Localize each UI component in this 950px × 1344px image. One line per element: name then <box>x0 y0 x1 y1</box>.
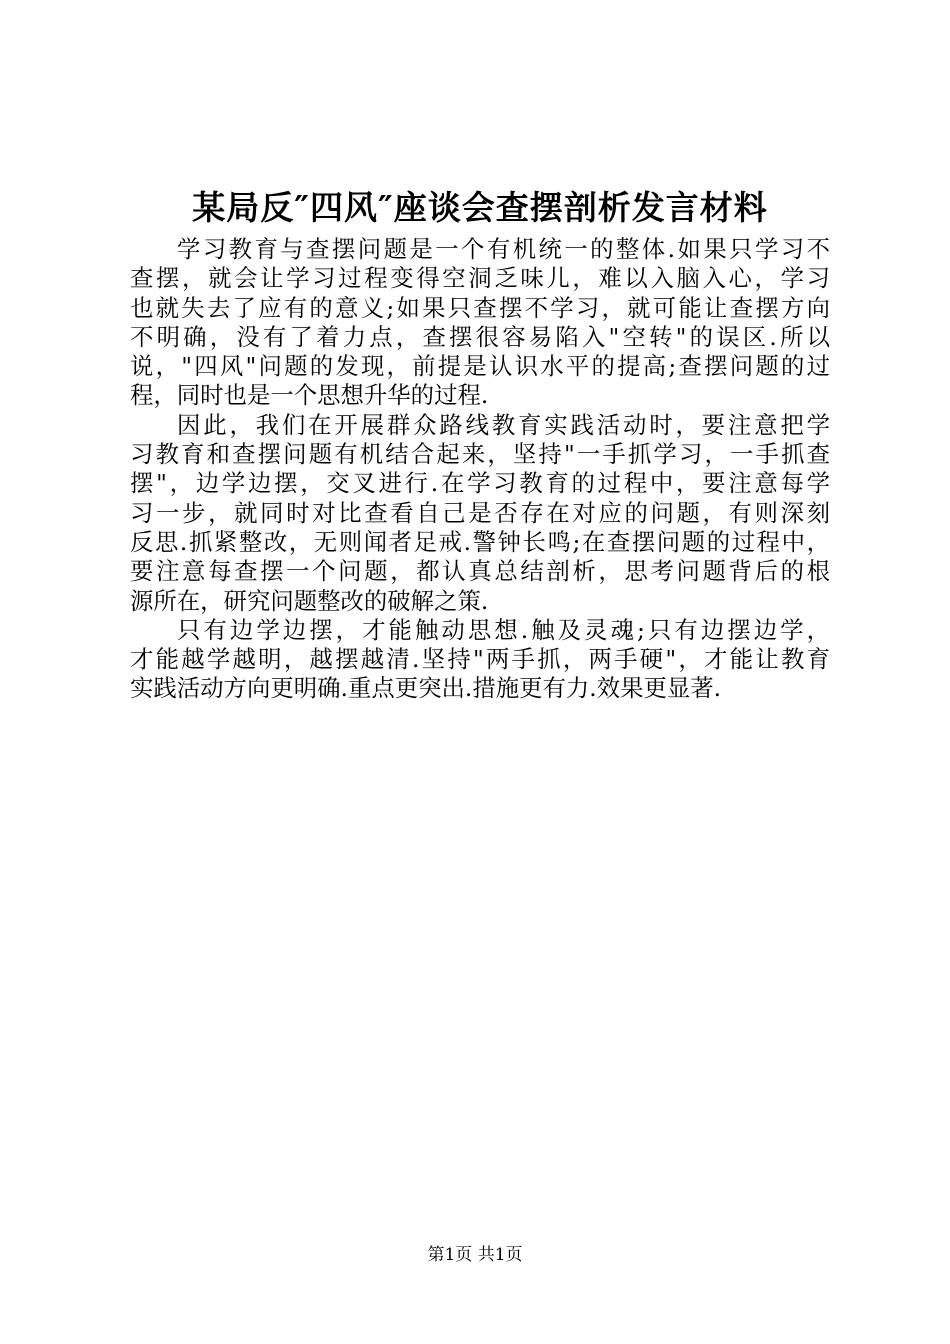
paragraph-3 <box>130 616 830 704</box>
text-line: 反思.抓紧整改，无则闻者足戒.警钟长鸣;在查摆问题的过程中， <box>130 527 830 556</box>
text-line: 说，"四风"问题的发现，前提是认识水平的提高;查摆问题的过 <box>130 352 830 381</box>
page-number-footer: 第1页 共1页 <box>427 1245 523 1265</box>
paragraph-1 <box>130 235 830 411</box>
document-title: 某局反″四风″座谈会查摆剖析发言材料 <box>192 188 768 227</box>
text-line: 查摆，就会让学习过程变得空洞乏味儿，难以入脑入心，学习 <box>130 264 830 293</box>
text-line: 实践活动方向更明确.重点更突出.措施更有力.效果更显著. <box>130 674 722 703</box>
paragraph-2 <box>130 411 830 616</box>
text-line: 才能越学越明，越摆越清.坚持"两手抓，两手硬"，才能让教育 <box>130 645 830 674</box>
text-line: 摆"，边学边摆，交叉进行.在学习教育的过程中，要注意每学 <box>130 469 830 498</box>
text-line: 源所在，研究问题整改的破解之策. <box>130 586 489 615</box>
text-line: 因此，我们在开展群众路线教育实践活动时，要注意把学 <box>177 410 830 439</box>
text-line: 要注意每查摆一个问题，都认真总结剖析，思考问题背后的根 <box>130 557 830 586</box>
text-line: 也就失去了应有的意义;如果只查摆不学习，就可能让查摆方向 <box>130 293 830 322</box>
text-line: 程，同时也是一个思想升华的过程. <box>130 381 489 410</box>
document-body <box>130 235 830 704</box>
text-line: 学习教育与查摆问题是一个有机统一的整体.如果只学习不 <box>177 235 830 263</box>
text-line: 不明确，没有了着力点，查摆很容易陷入"空转"的误区.所以 <box>130 322 830 351</box>
text-line: 习教育和查摆问题有机结合起来，坚持"一手抓学习，一手抓查 <box>130 440 830 469</box>
text-line: 只有边学边摆，才能触动思想.触及灵魂;只有边摆边学， <box>177 615 830 644</box>
text-line: 习一步，就同时对比查看自己是否存在对应的问题，有则深刻 <box>130 498 830 527</box>
